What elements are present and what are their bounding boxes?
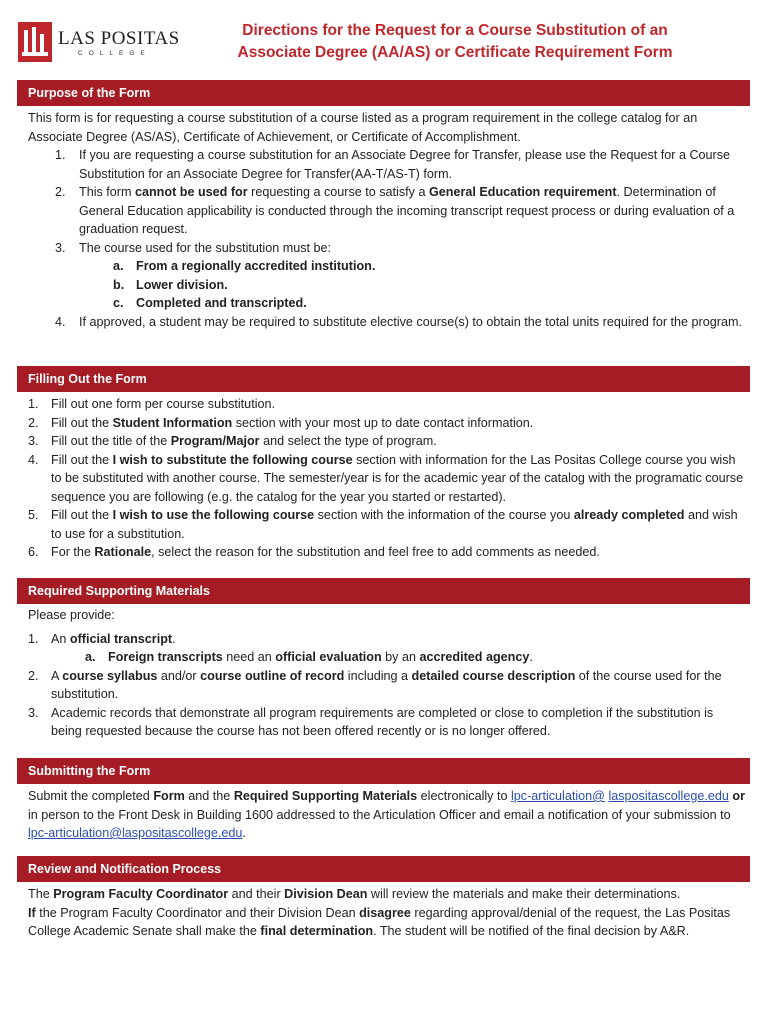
section-heading-purpose: Purpose of the Form [17,80,750,106]
materials-intro: Please provide: [28,608,115,622]
sub-item-a: a. From a regionally accredited institution. [113,259,376,273]
section-heading-filling: Filling Out the Form [17,366,750,392]
email-link-part1[interactable]: lpc-articulation@ [510,789,605,803]
list-item: 1. If you are requesting a course substitution for an Associate Degree for Transfer, please use the Request for a Course Substitution for an Associate Degree for Transfer(AA-T/AS-T) form. [55,148,731,181]
section-materials [28,606,746,741]
section-filling [28,395,746,562]
list-item: 4. If approved, a student may be required to substitute elective course(s) to obtain the total units required for the program. [55,314,742,329]
list-item: 3. The course used for the substitution must be: [55,240,332,255]
list-item: 2. This form cannot be used for requesting a course to satisfy a General Education requirement. Determination of General Education applicability is conducted through the incoming transcript request process or during evaluation of a graduation request. [55,185,735,236]
list-item: 3. Fill out the title of the Program/Major and select the type of program. [28,434,437,448]
list-item: 5. Fill out the I wish to use the following course section with the information of the course you already completed and wish to use for a substitution. [28,508,738,541]
list-item: 3. Academic records that demonstrate all program requirements are completed or close to completion if the substitution is being requested because the course has not been offered recently or is no longer offered. [28,705,714,738]
logo-mark-icon [18,22,52,62]
email-link-part2[interactable]: laspositascollege.edu [608,789,729,803]
email-link[interactable]: lpc-articulation@laspositascollege.edu [28,826,243,840]
list-item: 1. Fill out one form per course substitution. [28,397,275,411]
section-review: The Program Faculty Coordinator and their Division Dean will review the materials and make their determinations. If the Program Faculty Coordinator and their Division Dean disagree regarding approval/denial of the request, the Las Positas College Academic Senate shall make the final determination. The student will be notified of the final decision by A&R. [28,887,731,938]
sub-item-b: b. Lower division. [113,277,228,292]
college-logo [18,18,180,68]
list-item: 2. Fill out the Student Information section with your most up to date contact information. [28,415,534,430]
logo-name: LAS POSITAS [58,28,180,49]
list-item: 2. A course syllabus and/or course outline of record including a detailed course description of the course used for the substitution. [28,668,722,701]
section-heading-materials: Required Supporting Materials [17,578,750,604]
page-title [195,20,715,64]
title-line-1: Directions for the Request for a Course Substitution of an [242,22,668,39]
section-submitting: Submit the completed Form and the Required Supporting Materials electronically to lpc-articulation@ laspositascollege.edu or in person to the Front Desk in Building 1600 addressed to the Articulation Officer and email a notification of your submission to lpc-articulation@laspositascollege.edu. [28,789,745,840]
sub-item-a: a. Foreign transcripts need an official evaluation by an accredited agency. [85,650,533,664]
list-item: 1. An official transcript. [28,631,176,646]
title-line-2: Associate Degree (AA/AS) or Certificate Requirement Form [237,44,673,61]
section-purpose [28,109,746,331]
list-item: 4. Fill out the I wish to substitute the following course section with information for the Las Positas College course you wish to be substituted with another course. The semester/year is for the academic year of the catalog with the programatic course sequence you are following (e.g. the catalog for the year you started or restarted). [28,452,744,504]
list-item: 6. For the Rationale, select the reason for the substitution and feel free to add comments as needed. [28,545,600,559]
section-heading-submitting: Submitting the Form [17,758,750,784]
section-heading-review: Review and Notification Process [17,856,750,882]
sub-item-c: c. Completed and transcripted. [113,296,307,310]
logo-college: COLLEGE [78,50,151,57]
purpose-intro: This form is for requesting a course substitution of a course listed as a program requirement in the college catalog for an Associate Degree (AS/AS), Certificate of Achievement, or Certificate of Accomplishment. [28,111,698,144]
